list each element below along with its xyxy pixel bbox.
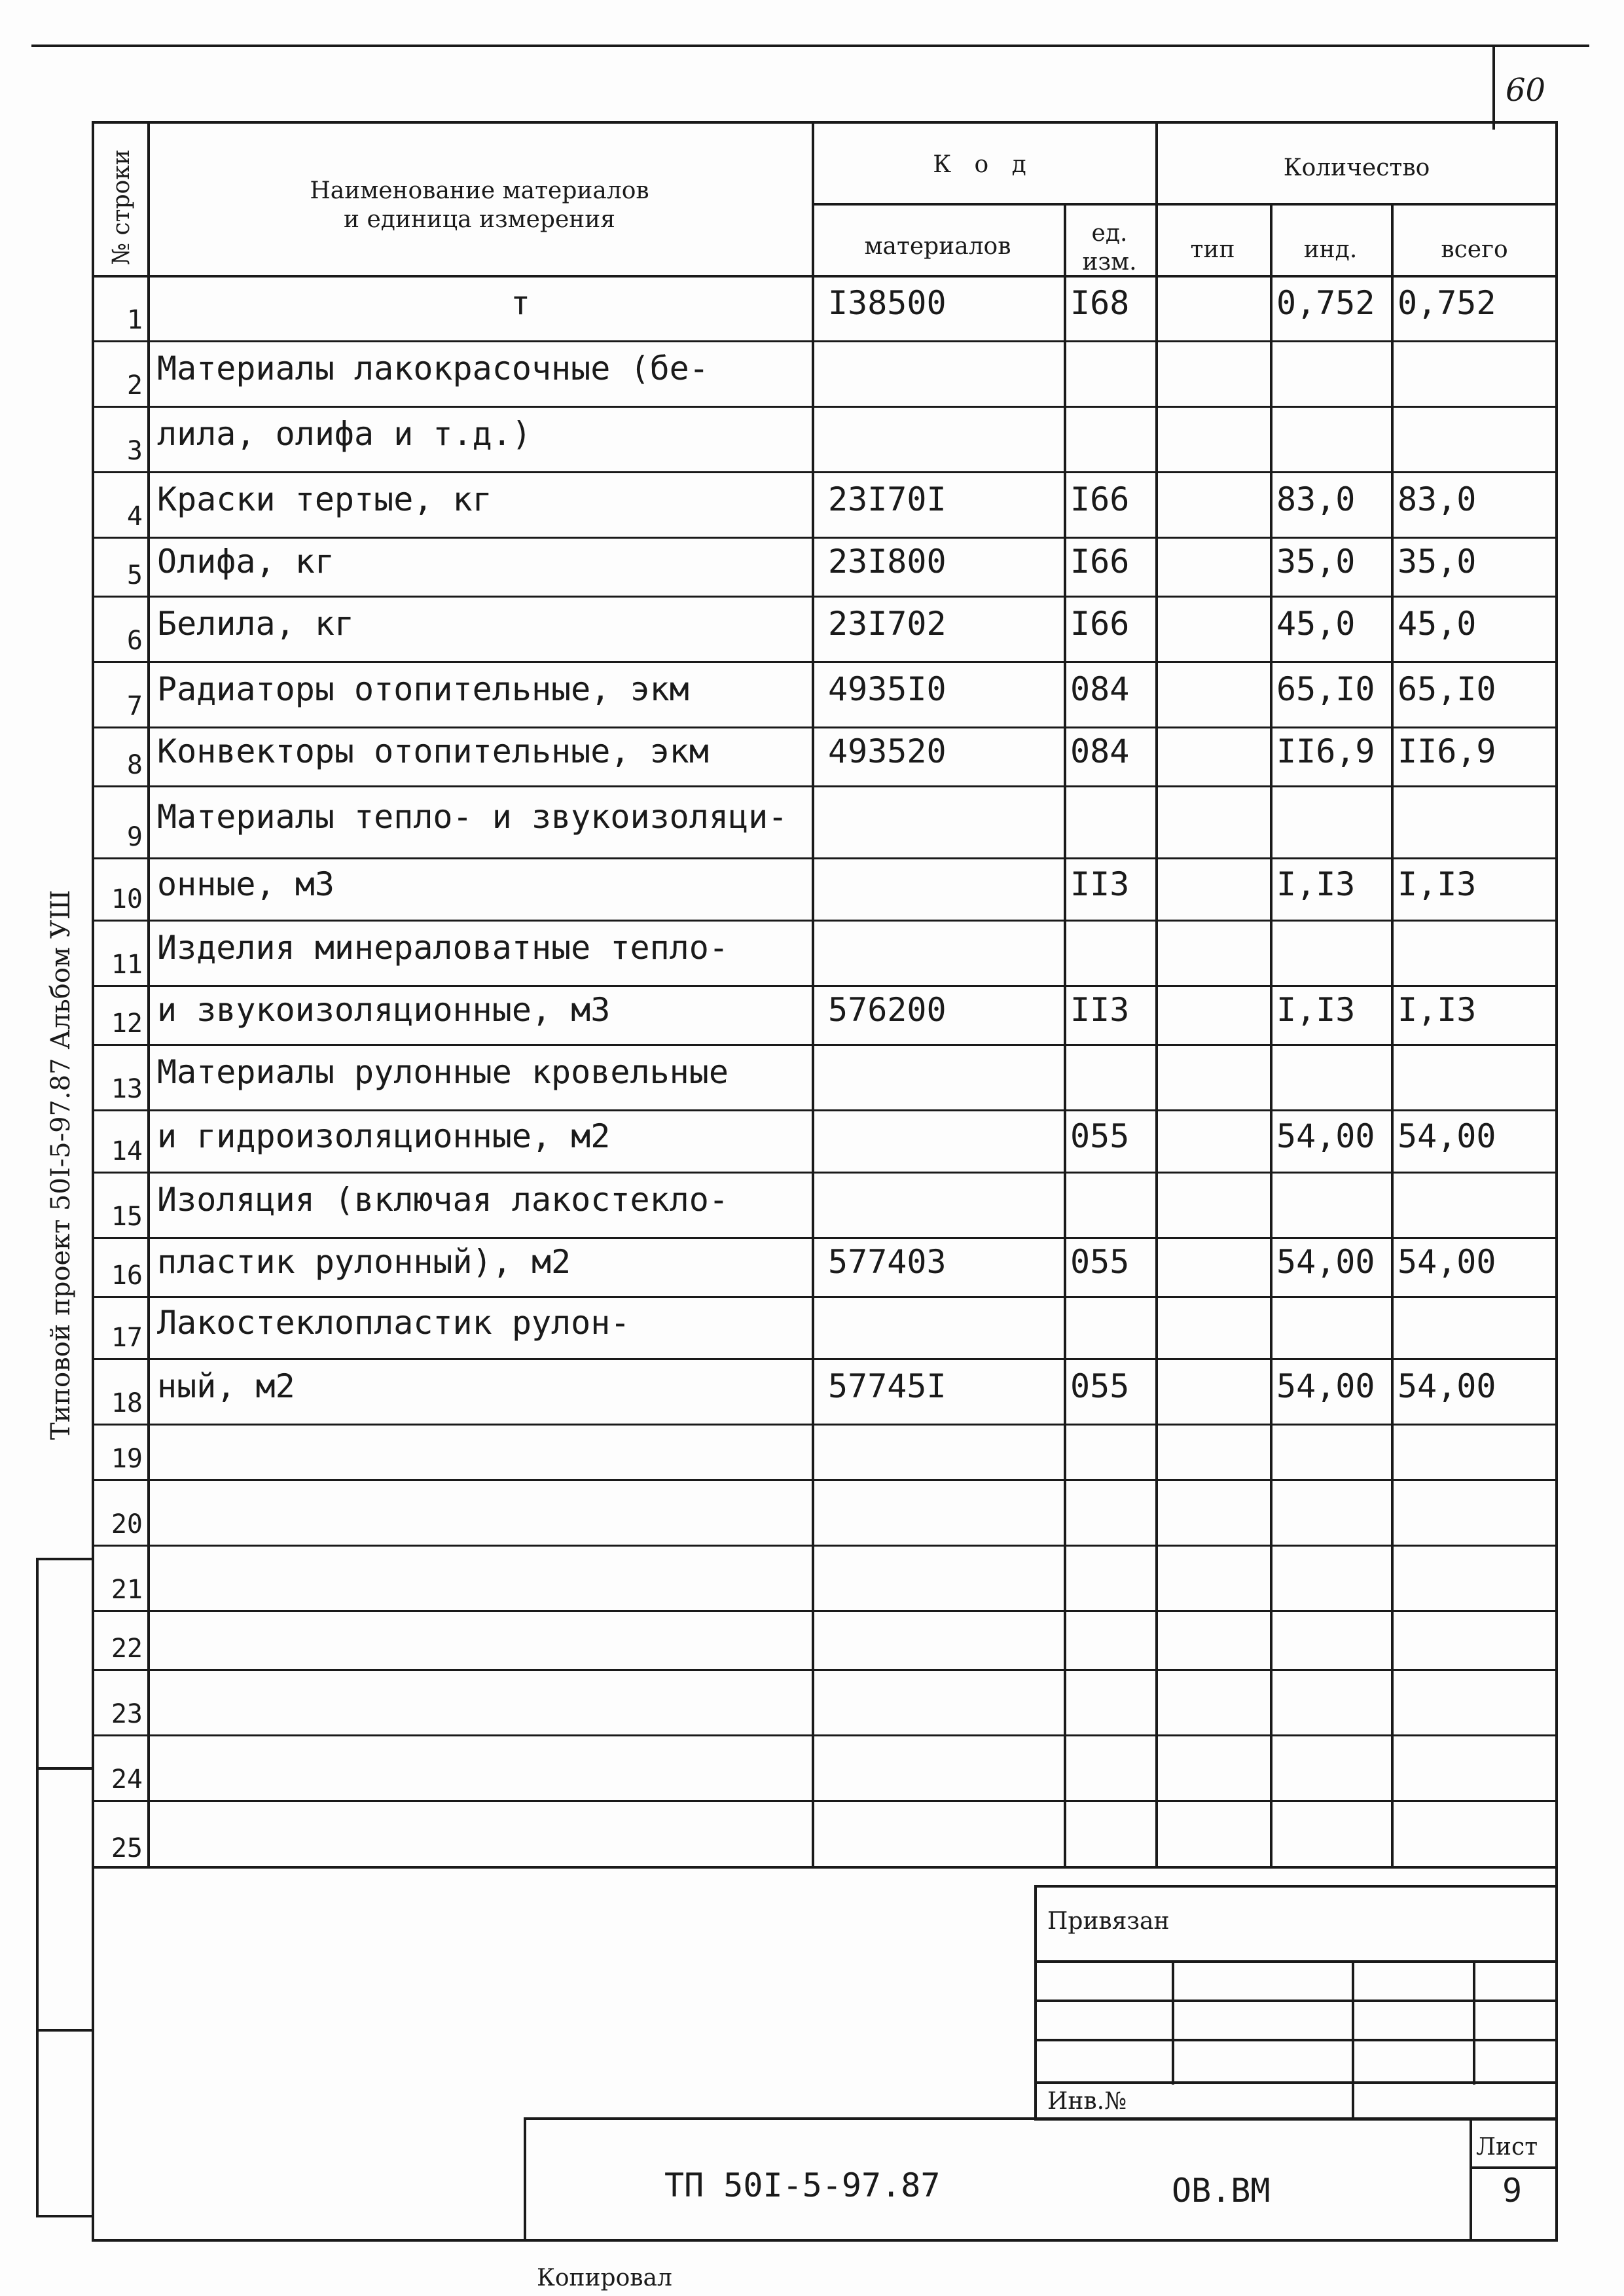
row-number: 11 (111, 950, 143, 980)
row-number: 21 (111, 1575, 143, 1605)
cell-unit: I66 (1070, 605, 1130, 643)
cell-unit: 055 (1070, 1243, 1130, 1281)
header-unit-line2: изм. (1082, 249, 1137, 276)
cell-name: пластик рулонный), м2 (157, 1243, 571, 1281)
row-number: 5 (126, 560, 143, 590)
row-number: 17 (111, 1323, 143, 1353)
row-number: 3 (126, 436, 143, 466)
cell-name: Изделия минераловатные тепло- (157, 929, 729, 967)
cell-total: 35,0 (1398, 543, 1477, 581)
cell-total: 45,0 (1398, 605, 1477, 643)
cell-total: 0,752 (1398, 284, 1496, 322)
cell-ind: 0,752 (1276, 284, 1375, 322)
row-number: 25 (111, 1833, 143, 1863)
cell-total: 54,00 (1398, 1117, 1496, 1155)
cell-ind: 54,00 (1276, 1367, 1375, 1405)
row-number: 14 (111, 1136, 143, 1166)
margin-album-title: Типовой проект 50I-5-97.87 Альбом УШ (46, 889, 76, 1440)
section-code: ОВ.ВМ (1172, 2172, 1271, 2210)
row-number: 12 (111, 1009, 143, 1039)
cell-ind: 65,I0 (1276, 670, 1375, 708)
cell-total: 54,00 (1398, 1243, 1496, 1281)
sheet-number: 60 (1506, 72, 1546, 109)
sheet-label: Лист (1476, 2134, 1538, 2161)
row-number: 22 (111, 1634, 143, 1664)
cell-total: I,I3 (1398, 991, 1477, 1029)
cell-name: Изоляция (включая лакостекло- (157, 1181, 729, 1219)
cell-ind: 35,0 (1276, 543, 1356, 581)
header-quantity-group: Количество (1283, 154, 1430, 181)
header-name-line2: и единица измерения (344, 206, 615, 233)
cell-name: и гидроизоляционные, м2 (157, 1117, 611, 1155)
row-number: 18 (111, 1388, 143, 1418)
row-number: 16 (111, 1261, 143, 1291)
cell-code: 577403 (828, 1243, 947, 1281)
header-code-group: К о д (933, 151, 1034, 178)
cell-ind: I,I3 (1276, 865, 1356, 903)
row-number: 15 (111, 1202, 143, 1232)
cell-name: Конвекторы отопительные, экм (157, 732, 709, 770)
row-number: 10 (111, 884, 143, 914)
header-name-line1: Наименование материалов (310, 177, 649, 204)
margin-stamp-box (36, 1558, 94, 2217)
cell-total: 65,I0 (1398, 670, 1496, 708)
cell-unit: I66 (1070, 480, 1130, 518)
header-row-number: № строки (108, 149, 135, 265)
row-number: 2 (126, 370, 143, 401)
cell-name: Олифа, кг (157, 543, 334, 581)
cell-unit: II3 (1070, 865, 1130, 903)
row-number: 8 (126, 750, 143, 780)
cell-name: Белила, кг (157, 605, 355, 643)
header-qty-type: тип (1190, 236, 1235, 263)
cell-unit: I68 (1070, 284, 1130, 322)
cell-code: 23I702 (828, 605, 947, 643)
header-unit-line1: ед. (1091, 220, 1128, 247)
cell-code: 4935I0 (828, 670, 947, 708)
row-number: 4 (126, 501, 143, 531)
cell-ind: 83,0 (1276, 480, 1356, 518)
cell-code: 23I800 (828, 543, 947, 581)
document-code: ТП 50I-5-97.87 (664, 2166, 941, 2204)
cell-name: Краски тертые, кг (157, 480, 492, 518)
cell-total: 54,00 (1398, 1367, 1496, 1405)
cell-name: онные, м3 (157, 865, 334, 903)
copied-label: Копировал (537, 2265, 672, 2291)
cell-code: 23I70I (828, 480, 947, 518)
bound-label: Привязан (1047, 1908, 1170, 1935)
cell-name: Лакостеклопластик рулон- (157, 1303, 630, 1342)
cell-unit: I66 (1070, 543, 1130, 581)
row-number: 19 (111, 1444, 143, 1474)
cell-ind: 54,00 (1276, 1243, 1375, 1281)
inv-label: Инв.№ (1047, 2088, 1127, 2115)
cell-code: 493520 (828, 732, 947, 770)
row-number: 13 (111, 1074, 143, 1104)
row-number: 23 (111, 1699, 143, 1729)
header-code-material: материалов (864, 233, 1011, 260)
cell-code: 57745I (828, 1367, 947, 1405)
cell-unit: 084 (1070, 670, 1130, 708)
cell-total: 83,0 (1398, 480, 1477, 518)
row-number: 6 (126, 626, 143, 656)
cell-code: I38500 (828, 284, 947, 322)
cell-total: I,I3 (1398, 865, 1477, 903)
cell-name: ный, м2 (157, 1367, 295, 1405)
cell-code: 576200 (828, 991, 947, 1029)
row-number: 1 (126, 305, 143, 335)
sheet-value: 9 (1502, 2172, 1523, 2210)
cell-unit: 055 (1070, 1117, 1130, 1155)
cell-unit: II3 (1070, 991, 1130, 1029)
cell-name: Материалы лакокрасочные (бе- (157, 350, 709, 387)
cell-name: т (511, 284, 531, 322)
row-number: 7 (126, 691, 143, 721)
cell-name: и звукоизоляционные, м3 (157, 991, 611, 1029)
cell-ind: 54,00 (1276, 1117, 1375, 1155)
cell-total: II6,9 (1398, 732, 1496, 770)
cell-ind: 45,0 (1276, 605, 1356, 643)
row-number: 9 (126, 822, 143, 852)
header-qty-ind: инд. (1303, 236, 1358, 263)
cell-unit: 084 (1070, 732, 1130, 770)
cell-unit: 055 (1070, 1367, 1130, 1405)
cell-ind: II6,9 (1276, 732, 1375, 770)
cell-name: лила, олифа и т.д.) (157, 415, 532, 453)
header-qty-total: всего (1441, 236, 1508, 263)
row-number: 20 (111, 1509, 143, 1539)
cell-ind: I,I3 (1276, 991, 1356, 1029)
cell-name: Материалы рулонные кровельные (157, 1053, 729, 1091)
row-number: 24 (111, 1765, 143, 1795)
cell-name: Материалы тепло- и звукоизоляци- (157, 798, 788, 836)
cell-name: Радиаторы отопительные, экм (157, 670, 689, 708)
